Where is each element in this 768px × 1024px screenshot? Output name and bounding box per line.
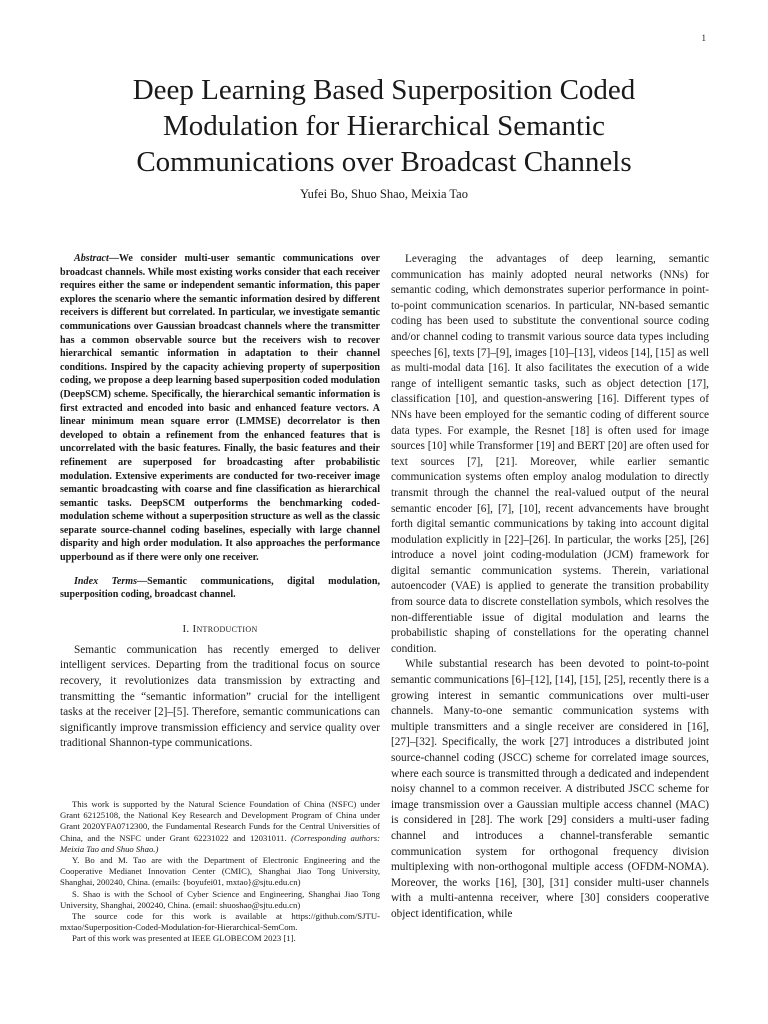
left-column [60, 252, 380, 752]
index-terms [60, 575, 380, 602]
body-paragraph: While substantial research has been devoted to point-to-point semantic communications [6]–[12], [14], [15], [25], recently there is a growing interest in semantic communications over multi-user channels. Many-to-one semantic communication systems with multiple transmitters and a single receiver are considered in [16], [27]–[32]. Specifically, the work [27] introduces a distributed joint source-channel coding (JSCC) scheme for correlated image sources, where each source is transmitted through a dedicated and independent noisy channel to a common receiver. A distributed JSCC scheme for image transmission over a Gaussian multiple access channel (MAC) is considered in [28]. The work [29] considers a multi-user fading channel and introduces a channel-transferable semantic communication system for orthogonal frequency division multiplexing with non-orthogonal multiple access (OFDM-NOMA). Moreover, the works [16], [30], [31] consider multi-user channels with a multi-antenna receiver, where [30] considers cooperative object identification, while [391, 658, 709, 920]
abstract [60, 252, 380, 565]
footnotes [60, 798, 380, 945]
author-list: Yufei Bo, Shuo Shao, Meixia Tao [300, 187, 468, 201]
footnote-affiliation: Y. Bo and M. Tao are with the Department of Electronic Engineering and the Cooperative Medianet Innovation Center (CMIC), Shanghai Jiao Tong University, Shanghai, 200240, China. (emails: {boyufei01, mxtao}@sjtu.edu.cn) [60, 855, 380, 888]
paper-title [0, 72, 768, 180]
footnote-presentation: Part of this work was presented at IEEE GLOBECOM 2023 [1]. [72, 933, 296, 944]
footnote-source-code: The source code for this work is available at https://github.com/SJTU-mxtao/Superposition-Coded-Modulation-for-Hierarchical-SemCom. [60, 911, 380, 933]
index-terms-text: —Semantic communications, digital modulation, superposition coding, broadcast channel. [60, 575, 380, 601]
index-terms-label: Index Terms [74, 575, 138, 587]
section-heading [60, 623, 380, 635]
abstract-label: Abstract [74, 253, 109, 264]
section-name: Introduction [192, 622, 258, 635]
corresponding-authors: (Corresponding authors: Meixia Tao and Shuo Shao.) [60, 832, 381, 854]
section-numeral: I. [182, 622, 190, 635]
page-number: 1 [701, 33, 706, 43]
body-paragraph: Semantic communication has recently emerged to deliver intelligent services. Departing from the traditional focus on source recovery, it revolutionizes data transmission by extracting and transmitting the “semantic information” crucial for the intelligent tasks at the receiver [2]–[5]. Therefore, semantic communications can significantly improve transmission efficiency and service quality over traditional Shannon-type communications. [60, 643, 380, 750]
title-line: Communications over Broadcast Channels [136, 146, 632, 178]
title-line: Modulation for Hierarchical Semantic [162, 110, 606, 142]
footnote-affiliation: S. Shao is with the School of Cyber Science and Engineering, Shanghai Jiao Tong University, Shanghai, 200240, China. (email: shuoshao@sjtu.edu.cn) [60, 888, 380, 910]
footnote-funding: This work is supported by the Natural Science Foundation of China (NSFC) under Grant 62125108, the National Key Research and Development Program of China under Grant 2020YFA0712300, the Fundamental Research Funds for the Central Universities of China, and the NSFC under Grant 62231022 and 12031011. (Corresponding authors: Meixia Tao and Shuo Shao.) [60, 799, 381, 854]
abstract-text: —We consider multi-user semantic communications over broadcast channels. While most existing works consider that each receiver requires either the same or independent semantic information, this paper explores the scenario where the semantic information desired by different receivers is different but correlated. In particular, we investigate semantic communications over Gaussian broadcast channels where the transmitter has a common observable source but the receivers wish to recover hierarchical semantic information in adaptation to their channel conditions. Inspired by the capacity achieving property of superposition coding, we propose a deep learning based superposition coded modulation (DeepSCM) scheme. Specifically, the hierarchical semantic information is first extracted and encoded into basic and enhanced feature vectors. A linear minimum mean square error (LMMSE) decorrelator is then developed to obtain a refinement from the enhanced features that is uncorrelated with the basic features. Finally, the basic features and their refinement are superposed for broadcasting after probabilistic modulation. Extensive experiments are conducted for two-receiver image semantic broadcasting with coarse and fine classification as hierarchical semantic tasks. DeepSCM outperforms the benchmarking coded-modulation scheme without a superposition structure as well as the classic separate source-channel coding baselines, especially with large channel disparity and high order modulation. It also approaches the performance upperbound as if there were only one receiver. [60, 253, 380, 564]
title-line: Deep Learning Based Superposition Coded [132, 74, 636, 106]
body-paragraph: Leveraging the advantages of deep learning, semantic communication has mainly adopted neural networks (NNs) for semantic coding, which demonstrates superior performance in point-to-point communication scenarios. In particular, NN-based semantic coding has been used to substitute the conventional source coding and/or channel coding to transmit various source data types including speeches [6], texts [7]–[9], images [10]–[13], videos [14], [15] as well as multi-modal data [16]. It also facilitates the execution of a wide range of intelligent semantic tasks, such as object detection [17], classification [10], and question-answering [16]. Different types of NNs have been employed for the semantic coding of different source data types. For example, the Resnet [18] is often used for image sources [10] while Transformer [19] and BERT [20] are often used for text sources [7], [21]. Moreover, while earlier semantic communication systems often employ analog modulation to directly transmit through the channel the real-valued output of the neural semantic encoder [6], [7], [10], recent advancements have brought forth digital semantic communications by taking into account digital modulation explicitly in [22]–[26]. In particular, the works [25], [26] introduce a novel joint coding-modulation (JCM) framework for digital semantic communication systems. Therein, variational autoencoder (VAE) is applied to generate the transition probability from source data to discrete constellation symbols, which resolves the non-differentiable issue of digital modulation and learns the probabilistic shaping of constellations for the operating channel condition. [391, 253, 709, 655]
right-column [391, 252, 709, 923]
